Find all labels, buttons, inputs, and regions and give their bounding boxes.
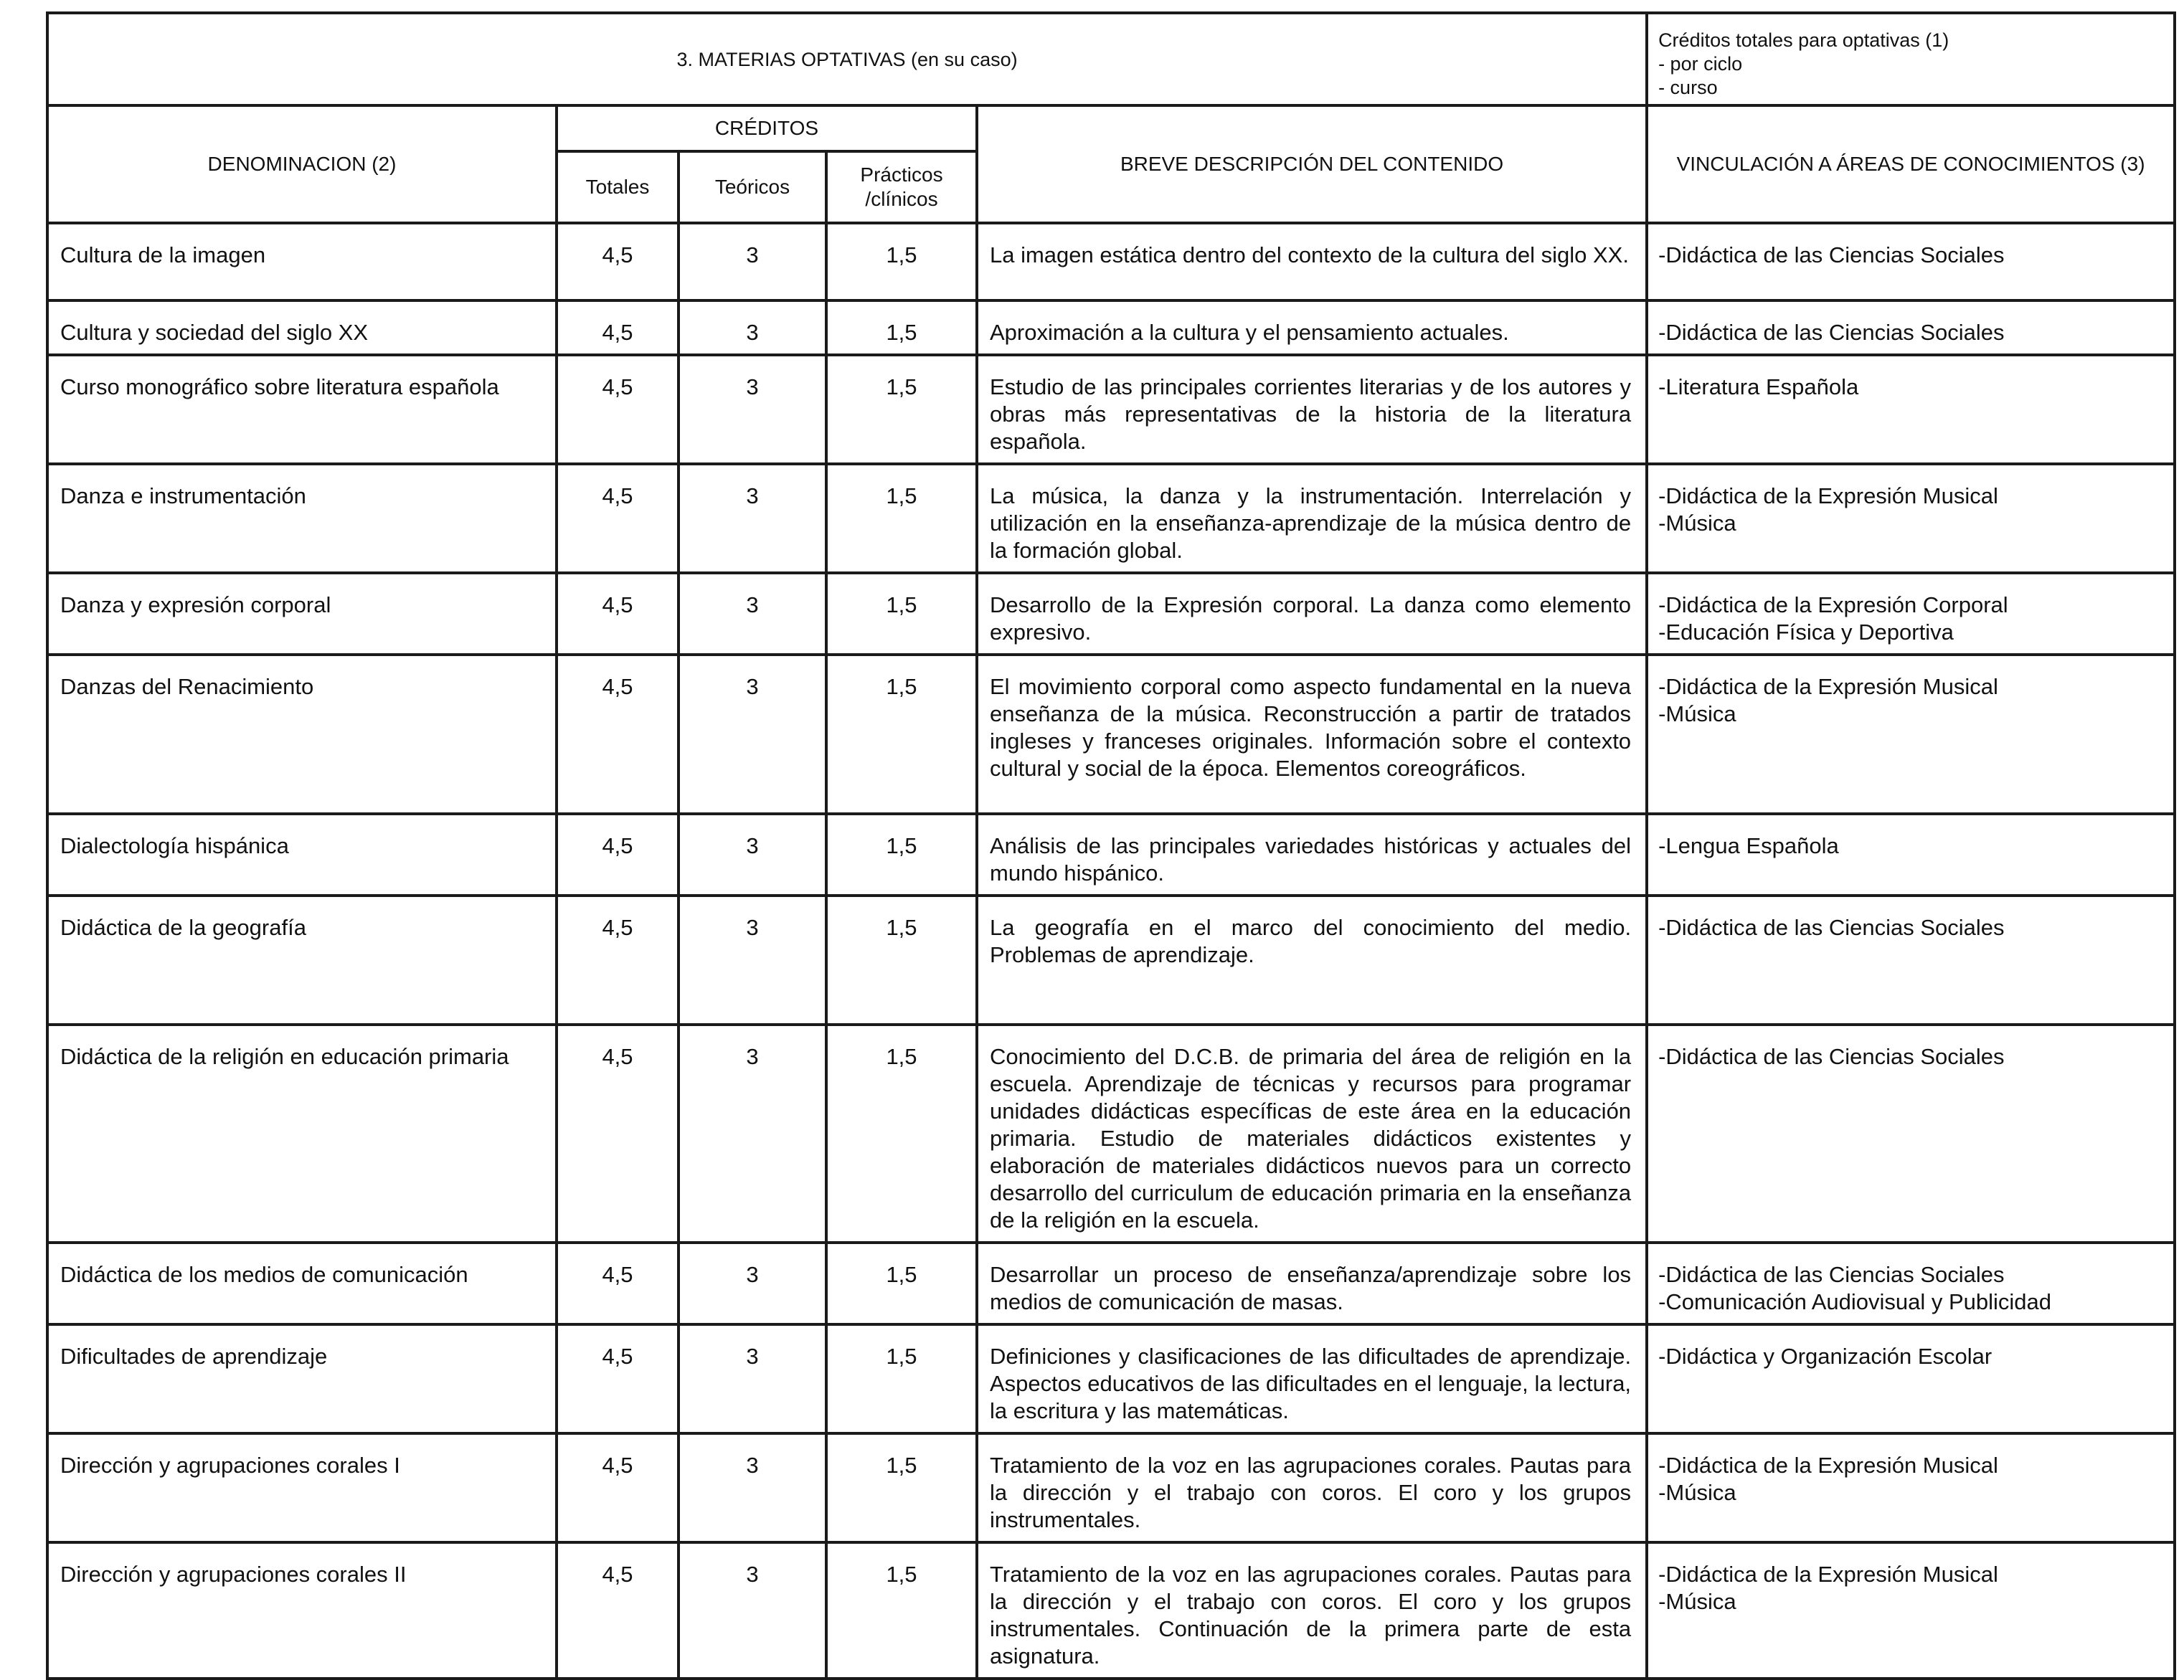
credits-practicos: 1,5 xyxy=(826,1433,977,1542)
knowledge-area-item: -Música xyxy=(1658,511,1736,536)
credits-totales: 4,5 xyxy=(557,896,679,1025)
subject-name: Dirección y agrupaciones corales II xyxy=(47,1542,557,1679)
subject-description: Definiciones y clasificaciones de las dificultades de aprendizaje. Aspectos educativos de las dificultades en el lenguaje, la lectura, la escritura y las matemáticas. xyxy=(977,1324,1647,1433)
col-header-denominacion: DENOMINACION (2) xyxy=(47,105,557,223)
table-title: 3. MATERIAS OPTATIVAS (en su caso) xyxy=(47,13,1647,105)
credits-totales: 4,5 xyxy=(557,464,679,573)
subject-description: La imagen estática dentro del contexto de la cultura del siglo XX. xyxy=(977,223,1647,300)
knowledge-areas xyxy=(1647,814,2175,896)
table-row xyxy=(47,1433,2175,1542)
col-header-descripcion: BREVE DESCRIPCIÓN DEL CONTENIDO xyxy=(977,105,1647,223)
header-row-1 xyxy=(47,105,2175,151)
credits-practicos: 1,5 xyxy=(826,355,977,464)
credits-practicos: 1,5 xyxy=(826,1025,977,1243)
header-title-row xyxy=(47,13,2175,105)
knowledge-areas xyxy=(1647,1243,2175,1324)
knowledge-areas xyxy=(1647,655,2175,814)
credits-info xyxy=(1647,13,2175,105)
credits-teoricos: 3 xyxy=(679,573,826,655)
table-row xyxy=(47,896,2175,1025)
knowledge-area-item: -Didáctica de la Expresión Corporal xyxy=(1658,592,2008,617)
subject-description: Desarrollo de la Expresión corporal. La danza como elemento expresivo. xyxy=(977,573,1647,655)
table-row xyxy=(47,1025,2175,1243)
subject-description: Tratamiento de la voz en las agrupaciones corales. Pautas para la dirección y el trabajo con coros. El coro y los grupos instrumentales. xyxy=(977,1433,1647,1542)
subject-description: La música, la danza y la instrumentación. Interrelación y utilización en la enseñanza-aprendizaje de la música dentro de la formación global. xyxy=(977,464,1647,573)
credits-info-line: - curso xyxy=(1658,77,1718,98)
knowledge-areas xyxy=(1647,355,2175,464)
credits-totales: 4,5 xyxy=(557,355,679,464)
credits-totales: 4,5 xyxy=(557,223,679,300)
table-row xyxy=(47,1324,2175,1433)
credits-teoricos: 3 xyxy=(679,1542,826,1679)
credits-practicos: 1,5 xyxy=(826,464,977,573)
credits-totales: 4,5 xyxy=(557,1025,679,1243)
subject-description: Análisis de las principales variedades históricas y actuales del mundo hispánico. xyxy=(977,814,1647,896)
credits-totales: 4,5 xyxy=(557,1542,679,1679)
subject-description: La geografía en el marco del conocimiento del medio. Problemas de aprendizaje. xyxy=(977,896,1647,1025)
subject-description: Tratamiento de la voz en las agrupaciones corales. Pautas para la dirección y el trabajo con coros. El coro y los grupos instrumentales. Continuación de la primera parte de esta asignatura. xyxy=(977,1542,1647,1679)
knowledge-area-item: -Didáctica de la Expresión Musical xyxy=(1658,1453,1998,1478)
subject-description: El movimiento corporal como aspecto fundamental en la nueva enseñanza de la música. Reconstrucción a partir de tratados ingleses y franceses originales. Información sobre el contexto cultural y social de la época. Elementos coreográficos. xyxy=(977,655,1647,814)
credits-info-line: - por ciclo xyxy=(1658,53,1743,75)
knowledge-area-item: -Didáctica de las Ciencias Sociales xyxy=(1658,1044,2005,1069)
credits-practicos: 1,5 xyxy=(826,1324,977,1433)
subject-description: Desarrollar un proceso de enseñanza/aprendizaje sobre los medios de comunicación de masas. xyxy=(977,1243,1647,1324)
col-header-vinculacion: VINCULACIÓN A ÁREAS DE CONOCIMIENTOS (3) xyxy=(1647,105,2175,223)
credits-practicos: 1,5 xyxy=(826,655,977,814)
col-header-teoricos: Teóricos xyxy=(679,151,826,223)
subject-name: Didáctica de la geografía xyxy=(47,896,557,1025)
knowledge-area-item: -Educación Física y Deportiva xyxy=(1658,620,1954,645)
table-row xyxy=(47,355,2175,464)
subject-name: Cultura de la imagen xyxy=(47,223,557,300)
credits-teoricos: 3 xyxy=(679,814,826,896)
table-row xyxy=(47,223,2175,300)
knowledge-area-item: -Didáctica de las Ciencias Sociales xyxy=(1658,1262,2005,1287)
credits-practicos: 1,5 xyxy=(826,300,977,355)
subject-description: Conocimiento del D.C.B. de primaria del área de religión en la escuela. Aprendizaje de técnicas y recursos para programar unidades didácticas específicas de este área en la educación primaria. Estudio de materiales didácticos existentes y elaboración de materiales didácticos nuevos para un correcto desarrollo del curriculum de educación primaria en la enseñanza de la religión en la escuela. xyxy=(977,1025,1647,1243)
knowledge-area-item: -Didáctica de la Expresión Musical xyxy=(1658,1562,1998,1587)
credits-info-line: Créditos totales para optativas (1) xyxy=(1658,29,1949,51)
col-header-totales: Totales xyxy=(557,151,679,223)
subject-description: Aproximación a la cultura y el pensamiento actuales. xyxy=(977,300,1647,355)
credits-teoricos: 3 xyxy=(679,896,826,1025)
knowledge-area-item: -Didáctica y Organización Escolar xyxy=(1658,1344,1992,1369)
credits-totales: 4,5 xyxy=(557,1324,679,1433)
credits-practicos: 1,5 xyxy=(826,1243,977,1324)
table-row xyxy=(47,1542,2175,1679)
credits-practicos: 1,5 xyxy=(826,814,977,896)
credits-totales: 4,5 xyxy=(557,655,679,814)
credits-practicos: 1,5 xyxy=(826,896,977,1025)
knowledge-area-item: -Lengua Española xyxy=(1658,833,1839,858)
table-row xyxy=(47,1243,2175,1324)
knowledge-areas xyxy=(1647,300,2175,355)
credits-practicos: 1,5 xyxy=(826,573,977,655)
table-row xyxy=(47,655,2175,814)
credits-teoricos: 3 xyxy=(679,300,826,355)
table-row xyxy=(47,464,2175,573)
knowledge-areas xyxy=(1647,1025,2175,1243)
subject-name: Didáctica de los medios de comunicación xyxy=(47,1243,557,1324)
col-header-practicos: Prácticos /clínicos xyxy=(826,151,977,223)
subject-name: Dificultades de aprendizaje xyxy=(47,1324,557,1433)
knowledge-areas xyxy=(1647,573,2175,655)
credits-teoricos: 3 xyxy=(679,1433,826,1542)
knowledge-area-item: -Didáctica de la Expresión Musical xyxy=(1658,483,1998,508)
knowledge-areas xyxy=(1647,1433,2175,1542)
knowledge-area-item: -Didáctica de las Ciencias Sociales xyxy=(1658,915,2005,940)
optional-subjects-table xyxy=(46,11,2176,1680)
knowledge-areas xyxy=(1647,464,2175,573)
knowledge-area-item: -Didáctica de la Expresión Musical xyxy=(1658,674,1998,699)
knowledge-area-item: -Literatura Española xyxy=(1658,374,1859,399)
subject-name: Didáctica de la religión en educación primaria xyxy=(47,1025,557,1243)
credits-practicos: 1,5 xyxy=(826,223,977,300)
credits-teoricos: 3 xyxy=(679,355,826,464)
knowledge-areas xyxy=(1647,1324,2175,1433)
knowledge-areas xyxy=(1647,896,2175,1025)
knowledge-area-item: -Comunicación Audiovisual y Publicidad xyxy=(1658,1289,2052,1314)
credits-teoricos: 3 xyxy=(679,1243,826,1324)
credits-totales: 4,5 xyxy=(557,573,679,655)
table-row xyxy=(47,573,2175,655)
knowledge-area-item: -Música xyxy=(1658,1589,1736,1614)
credits-totales: 4,5 xyxy=(557,300,679,355)
subject-name: Danza e instrumentación xyxy=(47,464,557,573)
knowledge-area-item: -Música xyxy=(1658,1480,1736,1505)
table-row xyxy=(47,300,2175,355)
credits-teoricos: 3 xyxy=(679,655,826,814)
credits-teoricos: 3 xyxy=(679,464,826,573)
subject-name: Danzas del Renacimiento xyxy=(47,655,557,814)
credits-totales: 4,5 xyxy=(557,814,679,896)
subject-name: Danza y expresión corporal xyxy=(47,573,557,655)
table-row xyxy=(47,814,2175,896)
subject-name: Dirección y agrupaciones corales I xyxy=(47,1433,557,1542)
credits-totales: 4,5 xyxy=(557,1433,679,1542)
credits-practicos: 1,5 xyxy=(826,1542,977,1679)
credits-teoricos: 3 xyxy=(679,1324,826,1433)
credits-totales: 4,5 xyxy=(557,1243,679,1324)
credits-teoricos: 3 xyxy=(679,223,826,300)
credits-teoricos: 3 xyxy=(679,1025,826,1243)
knowledge-areas xyxy=(1647,1542,2175,1679)
subject-name: Curso monográfico sobre literatura española xyxy=(47,355,557,464)
knowledge-area-item: -Música xyxy=(1658,701,1736,726)
knowledge-areas xyxy=(1647,223,2175,300)
knowledge-area-item: -Didáctica de las Ciencias Sociales xyxy=(1658,242,2005,267)
subject-name: Dialectología hispánica xyxy=(47,814,557,896)
knowledge-area-item: -Didáctica de las Ciencias Sociales xyxy=(1658,320,2005,345)
subject-name: Cultura y sociedad del siglo XX xyxy=(47,300,557,355)
subject-description: Estudio de las principales corrientes literarias y de los autores y obras más representativas de la historia de la literatura española. xyxy=(977,355,1647,464)
col-header-creditos: CRÉDITOS xyxy=(557,105,977,151)
table-body xyxy=(47,13,2175,1679)
